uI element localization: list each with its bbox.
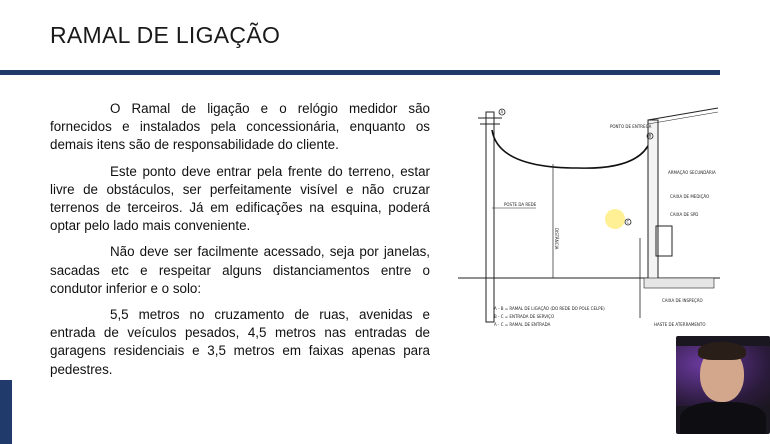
svg-text:B - C = ENTRADA DE SERVIÇO: B - C = ENTRADA DE SERVIÇO xyxy=(494,314,555,319)
presenter-webcam xyxy=(676,336,770,434)
svg-text:DISTÂNCIA: DISTÂNCIA xyxy=(554,228,559,250)
svg-text:A - B = RAMAL DE LIGAÇÃO (DO R: A - B = RAMAL DE LIGAÇÃO (DO REDE DO POLE CELPE) xyxy=(494,306,605,311)
paragraph-1: O Ramal de ligação e o relógio medidor são fornecidos e instalados pela concessionária, enquanto os demais itens são de responsabilidade do cliente. xyxy=(50,101,430,153)
slide-body xyxy=(50,100,430,379)
paragraph-3: Não deve ser facilmente acessado, seja por janelas, sacadas etc e respeitar alguns distanciamentos entre o condutor inferior e o solo: xyxy=(50,244,430,296)
presenter-hair xyxy=(698,342,746,360)
svg-text:A - C = RAMAL DE ENTRADA: A - C = RAMAL DE ENTRADA xyxy=(494,322,551,327)
svg-text:C: C xyxy=(626,219,630,225)
svg-text:CAIXA DE INSPEÇÃO: CAIXA DE INSPEÇÃO xyxy=(662,298,703,303)
presenter-shoulders xyxy=(680,402,766,434)
paragraph-4: 5,5 metros no cruzamento de ruas, avenidas e entrada de veículos pesados, 4,5 metros nas entradas de garagens residenciais e 3,5 metros em faixas apenas para pedestres. xyxy=(50,307,430,377)
svg-text:CAIXA DE SPD: CAIXA DE SPD xyxy=(670,212,699,217)
svg-text:A: A xyxy=(500,109,504,115)
svg-text:POSTE DA REDE: POSTE DA REDE xyxy=(504,202,537,207)
side-accent-bar xyxy=(0,380,12,444)
slide-title: RAMAL DE LIGAÇÃO xyxy=(50,22,281,48)
svg-text:ARMAÇÃO SECUNDÁRIA: ARMAÇÃO SECUNDÁRIA xyxy=(668,170,716,175)
pointer-highlight xyxy=(605,209,625,229)
title-divider xyxy=(0,70,720,75)
service-drop-diagram xyxy=(458,98,720,338)
svg-text:B: B xyxy=(648,133,652,139)
svg-text:CAIXA DE MEDIÇÃO: CAIXA DE MEDIÇÃO xyxy=(670,194,710,199)
svg-text:PONTO DE ENTREGA: PONTO DE ENTREGA xyxy=(610,124,652,129)
utility-pole xyxy=(486,112,494,322)
service-drop-cable xyxy=(492,130,650,168)
paragraph-2: Este ponto deve entrar pela frente do terreno, estar livre de obstáculos, ser perfeitamente visível e não cruzar terrenos de terceiros. Já em edificações na esquina, poderá optar pelo lado mais conveniente. xyxy=(50,163,430,234)
svg-text:HASTE DE ATERRAMENTO: HASTE DE ATERRAMENTO xyxy=(654,322,706,327)
